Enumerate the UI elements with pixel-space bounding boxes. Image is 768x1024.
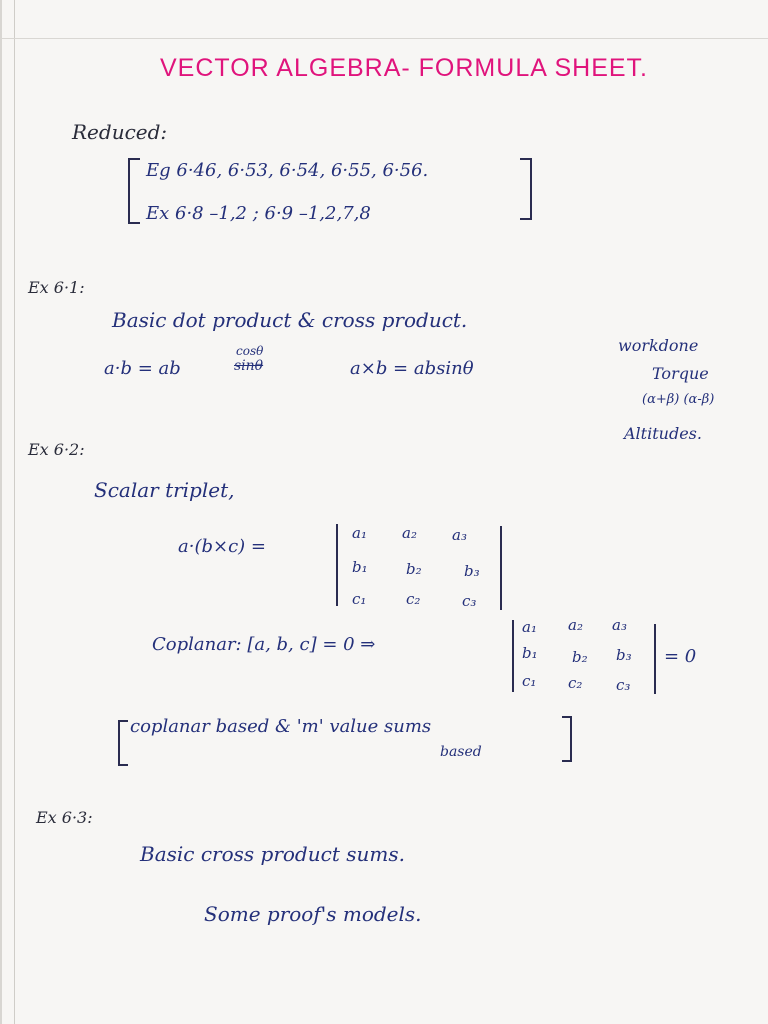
matrix-a1: a₁ [352, 524, 367, 542]
coplanar-note-sub: based [440, 744, 482, 760]
cross-product-formula: a×b = absinθ [350, 358, 474, 379]
ex63-line-1: Basic cross product sums. [140, 842, 405, 866]
reduced-bracket-left [128, 158, 140, 224]
side-note-altitudes: Altitudes. [624, 424, 702, 443]
matrix2-b3: b₃ [616, 646, 632, 664]
matrix2-a3: a₃ [612, 616, 627, 634]
reduced-line-1: Eg 6·46, 6·53, 6·54, 6·55, 6·56. [146, 160, 429, 181]
dot-trig-top: cosθ [236, 344, 264, 358]
matrix-c1: c₁ [352, 590, 367, 608]
top-rule [0, 38, 768, 39]
matrix2-c3: c₃ [616, 676, 631, 694]
ex63-line-2: Some proof's models. [204, 902, 422, 926]
margin-line [14, 0, 15, 1024]
coplanar-condition: Coplanar: [a, b, c] = 0 ⇒ [152, 634, 376, 655]
matrix2-a1: a₁ [522, 618, 537, 636]
det-bar-left [336, 524, 338, 606]
matrix-b1: b₁ [352, 558, 368, 576]
reduced-line-2: Ex 6·8 –1,2 ; 6·9 –1,2,7,8 [146, 203, 371, 224]
matrix-c3: c₃ [462, 592, 477, 610]
reduced-bracket-right [520, 158, 532, 220]
side-note-workdone: workdone [618, 336, 699, 355]
ex62-description: Scalar triplet, [94, 478, 235, 502]
matrix2-b1: b₁ [522, 644, 538, 662]
coplanar-note: coplanar based & 'm' value sums [130, 716, 432, 737]
matrix-a3: a₃ [452, 526, 467, 544]
note-bracket-left [118, 720, 128, 766]
note-bracket-right [562, 716, 572, 762]
reduced-label: Reduced: [72, 120, 168, 144]
matrix-a2: a₂ [402, 524, 417, 542]
matrix-b2: b₂ [406, 560, 422, 578]
ex62-label: Ex 6·2: [28, 440, 85, 459]
matrix2-b2: b₂ [572, 648, 588, 666]
matrix2-c2: c₂ [568, 674, 583, 692]
scalar-triplet-lhs: a·(b×c) = [178, 536, 266, 557]
det-bar-right [500, 526, 502, 610]
matrix2-c1: c₁ [522, 672, 537, 690]
ex61-description: Basic dot product & cross product. [112, 308, 468, 332]
dot-product-formula: a·b = ab [104, 358, 181, 379]
matrix2-a2: a₂ [568, 616, 583, 634]
side-note-angles: (α+β) (α-β) [642, 392, 715, 407]
det2-bar-left [512, 620, 514, 692]
ex61-label: Ex 6·1: [28, 278, 85, 297]
ex63-label: Ex 6·3: [36, 808, 93, 827]
matrix-b3: b₃ [464, 562, 480, 580]
coplanar-equals-zero: = 0 [664, 646, 697, 667]
det2-bar-right [654, 624, 656, 694]
matrix-c2: c₂ [406, 590, 421, 608]
side-note-torque: Torque [652, 364, 709, 383]
dot-trig-bottom: sinθ [234, 358, 264, 374]
page-title: VECTOR ALGEBRA- FORMULA SHEET. [160, 54, 648, 82]
